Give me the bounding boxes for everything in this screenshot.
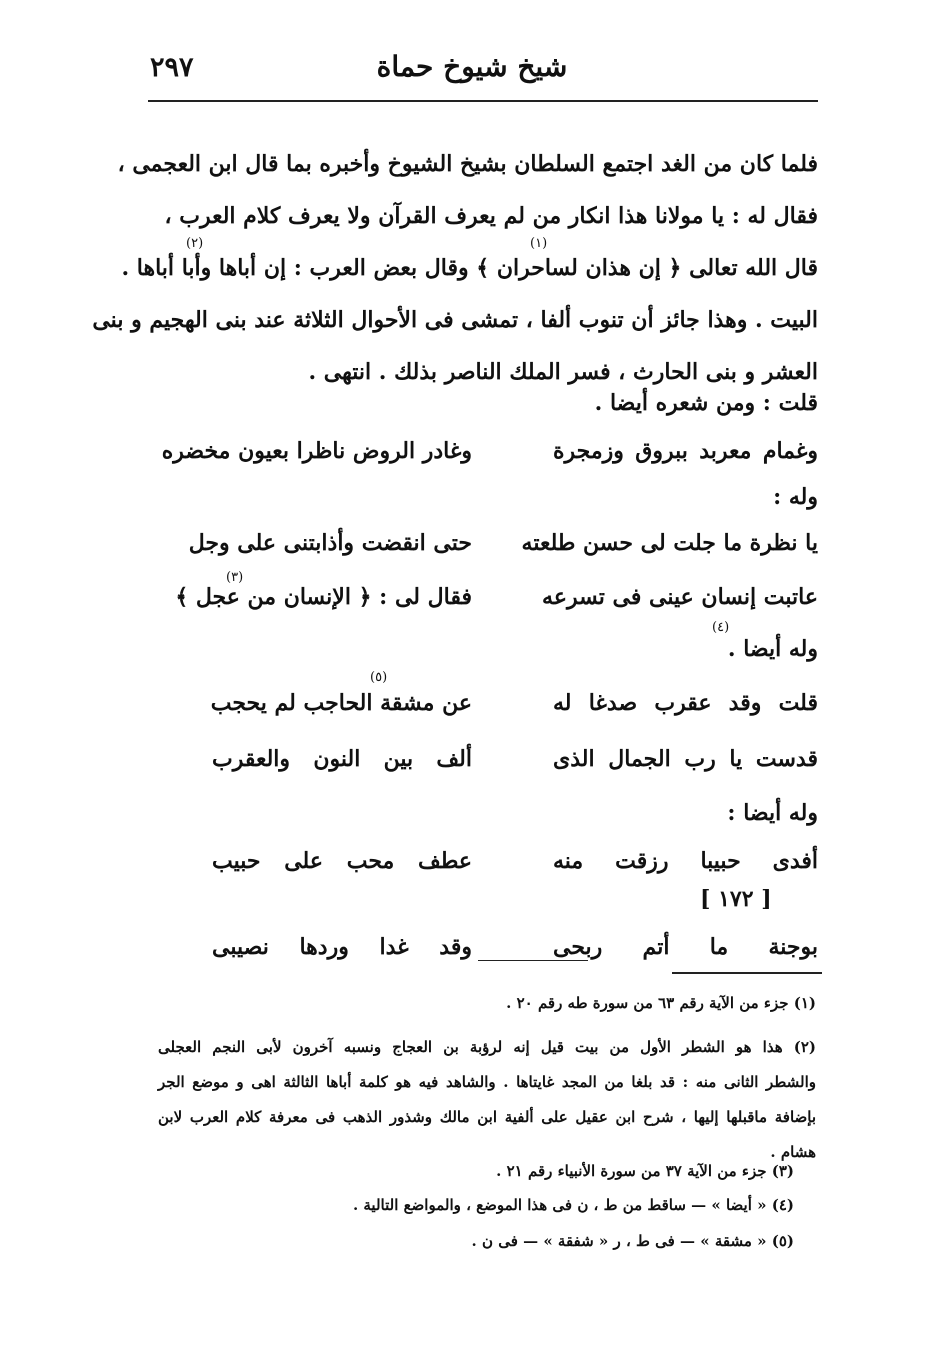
footnote: (٥) « مشقة » — فى ط ، ر « شفقة » — فى ن . (471, 1232, 794, 1250)
footnote-line: هشام . (770, 1143, 816, 1161)
verse-intro: قلت : ومن شعره أيضا . (594, 390, 818, 416)
note-marker: (١) (530, 236, 548, 251)
verse-line (212, 934, 818, 974)
hemistich-second: حتى انقضت وأذابتنى على وجل (188, 530, 472, 556)
verse-line (212, 690, 818, 730)
folio-marker: [ ١٧٢ ] (700, 886, 772, 912)
footnote: (٤) « أيضا » — ساقط من ط ، ن فى هذا الموضع ، والمواضع التالية . (352, 1196, 794, 1214)
prose-line: فقال له : يا مولانا هذا انكار من لم يعرف القرآن ولا يعرف كلام العرب ، (164, 203, 818, 229)
footnote: (٣) جزء من الآية ٣٧ من سورة الأنبياء رقم ٢١ . (496, 1162, 794, 1180)
running-title: شيخ شيوخ حماة (376, 50, 568, 83)
hemistich-first: أفدى حبيبا رزقت منه (553, 848, 818, 874)
verse-intro: وله : (773, 484, 818, 510)
verse-intro: وله أيضا : (727, 800, 818, 826)
hemistich-first: عاتبت إنسان عينى فى تسرعه (542, 584, 818, 610)
page-number: ٢٩٧ (150, 52, 194, 83)
prose-line: العشر و بنى الحارث ، فسر الملك الناصر بذلك . انتهى . (308, 359, 818, 385)
verse-line (161, 438, 818, 478)
hemistich-first: وغمام معربد ببروق وزمجرة (553, 438, 818, 464)
footnote: (١) جزء من الآية رقم ٦٣ من سورة طه رقم ٢٠ . (506, 994, 816, 1012)
prose-line: قال الله تعالى ﴿ إن هذان لساحران ﴾ وقال بعض العرب : إن أباها وأبا أباها . (121, 255, 818, 281)
footnote-rule (672, 972, 822, 974)
hemistich-first: يا نظرة ما جلت لى حسن طلعته (521, 530, 818, 556)
hemistich-second: وقد غدا وردها نصيبى (212, 934, 472, 960)
hemistich-second: عطف محب على حبيب (212, 848, 472, 874)
hemistich-second: عن مشقة الحاجب لم يحجب (210, 690, 472, 716)
note-marker: (٣) (226, 570, 244, 585)
hemistich-second: فقال لى : ﴿ الإنسان من عجل ﴾ (175, 584, 472, 610)
underline-mark (478, 960, 588, 961)
verse-line (212, 848, 818, 888)
verse-line (188, 530, 818, 570)
hemistich-second: ألف بين النون والعقرب (212, 746, 472, 772)
footnote-line: بإضافة ماقبلها إليها ، شرح ابن عقيل على ألفية ابن مالك وشذور الذهب فى معرفة كلام العرب لابن (158, 1108, 816, 1126)
note-marker: (٥) (370, 670, 388, 685)
prose-line: فلما كان من الغد اجتمع السلطان بشيخ الشيوخ وأخبره بما قال ابن العجمى ، (117, 151, 818, 177)
body-paragraph (92, 138, 818, 398)
hemistich-first: بوجنة ما أتم ربحى (553, 934, 818, 960)
footnote-line: والشطر الثانى منه : قد بلغا من المجد غايتاها . والشاهد فيه هو كلمة أباها الثالثة اهى و موضع الجر (158, 1073, 816, 1091)
verse-intro: وله أيضا . (727, 636, 818, 662)
hemistich-second: وغادر الروض ناظرا بعيون مخضره (161, 438, 472, 464)
note-marker: (٢) (186, 236, 204, 251)
hemistich-first: قلت وقد عقرب صدغا له (553, 690, 818, 716)
hemistich-first: قدست يا رب الجمال الذى (553, 746, 818, 772)
verse-line (175, 584, 818, 624)
footnote-line: (٢) هذا هو الشطر الأول من بيت قيل إنه لرؤبة بن العجاج ونسبه آخرون لأبى النجم العجلى (158, 1038, 816, 1056)
prose-line: البيت . وهذا جائز أن تنوب ألفا ، تمشى فى الأحوال الثلاثة عند بنى الهجيم و بنى (92, 307, 818, 333)
footnote-block (158, 1030, 816, 1170)
verse-line (212, 746, 818, 786)
note-marker: (٤) (712, 620, 730, 635)
header-rule (148, 100, 818, 102)
